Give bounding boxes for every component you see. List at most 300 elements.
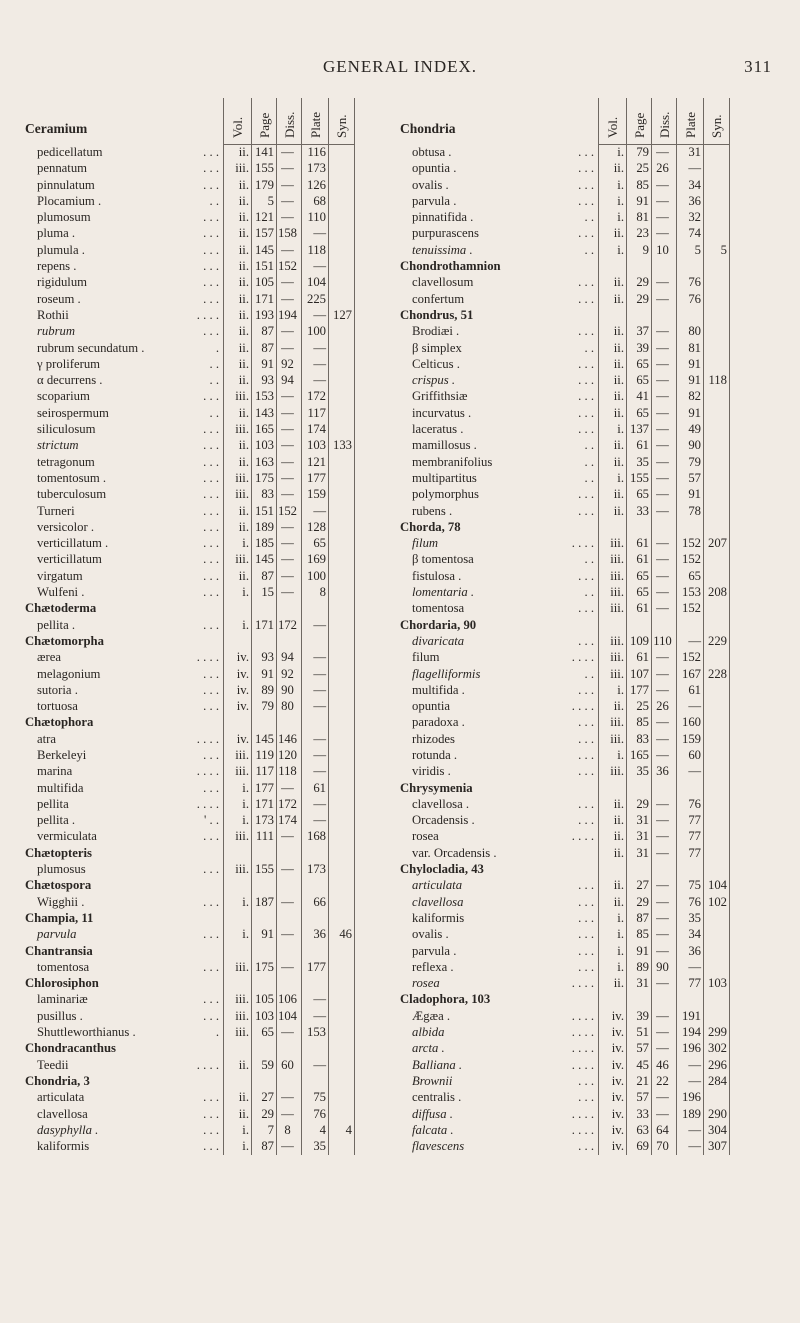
cell-diss: 104: [277, 1008, 298, 1023]
cell-page: 145: [254, 242, 274, 257]
index-entry: [23, 1008, 398, 1024]
genus-heading: [398, 991, 773, 1007]
index-entry: [23, 763, 398, 779]
species-name: arcta .: [412, 1041, 445, 1056]
index-entry: [23, 258, 398, 274]
cell-diss: —: [656, 552, 669, 567]
cell-page: 35: [636, 454, 649, 469]
cell-plate: 61: [688, 682, 701, 697]
cell-vol: iii.: [235, 764, 249, 779]
cell-plate: 116: [307, 145, 326, 159]
species-name: multipartitus: [412, 470, 477, 485]
species-name: pluma .: [37, 226, 76, 241]
cell-plate: 191: [681, 1008, 701, 1023]
cell-vol: iv.: [236, 699, 249, 714]
cell-diss: 152: [277, 503, 298, 518]
cell-vol: ii.: [613, 291, 624, 306]
species-name: clavellosa: [412, 894, 464, 909]
index-entry: [23, 356, 398, 372]
cell-vol: ii.: [238, 177, 249, 192]
column-header-plate: [301, 98, 328, 144]
leader-dots: . . .: [203, 177, 219, 192]
cell-diss: 10: [656, 242, 669, 257]
cell-diss: —: [656, 389, 669, 404]
cell-plate: 36: [688, 943, 701, 958]
cell-page: 155: [254, 862, 274, 877]
cell-plate: 77: [688, 976, 701, 991]
species-name: Berkeleyi: [37, 747, 87, 762]
leader-dots: . . .: [203, 682, 219, 697]
leader-dots: . . . .: [571, 536, 594, 551]
cell-vol: ii.: [238, 356, 249, 371]
column-header-label: Syn.: [334, 114, 349, 138]
leader-dots: . . .: [203, 959, 219, 974]
species-name: Chlorosiphon: [25, 976, 99, 991]
column-header-label: Syn.: [709, 114, 724, 138]
cell-diss: —: [656, 470, 669, 485]
cell-page: 145: [254, 552, 274, 567]
leader-dots: . . . .: [571, 699, 594, 714]
cell-vol: ii.: [613, 878, 624, 893]
cell-page: 51: [636, 1025, 649, 1040]
leader-dots: . . .: [203, 438, 219, 453]
index-entry: [398, 209, 773, 225]
cell-page: 87: [261, 1139, 274, 1154]
cell-diss: —: [281, 389, 294, 404]
cell-diss: 92: [281, 356, 294, 371]
leader-dots: . . .: [578, 927, 594, 942]
index-entry: [398, 926, 773, 942]
cell-page: 89: [636, 959, 649, 974]
cell-plate: 35: [688, 910, 701, 925]
genus-header: Ceramium: [25, 121, 88, 136]
cell-page: 23: [636, 226, 649, 241]
cell-page: 179: [254, 177, 274, 192]
index-entry: [23, 894, 398, 910]
cell-page: 103: [254, 1008, 274, 1023]
cell-vol: ii.: [238, 1057, 249, 1072]
cell-plate: 159: [306, 487, 326, 502]
index-entry: [23, 747, 398, 763]
cell-page: 91: [261, 356, 274, 371]
cell-syn: 304: [707, 1122, 727, 1137]
cell-page: 29: [261, 1106, 274, 1121]
cell-vol: iii.: [235, 389, 249, 404]
species-name: multifida .: [412, 682, 465, 697]
index-entry: [23, 991, 398, 1007]
cell-diss: —: [656, 324, 669, 339]
cell-diss: 80: [281, 699, 294, 714]
species-name: ovalis .: [412, 177, 449, 192]
cell-diss: —: [656, 666, 669, 681]
index-entry: [398, 747, 773, 763]
cell-page: 85: [636, 715, 649, 730]
leader-dots: . .: [584, 585, 594, 600]
species-name: purpurascens: [412, 226, 479, 241]
leader-dots: . . .: [203, 1106, 219, 1121]
cell-vol: ii.: [613, 405, 624, 420]
cell-page: 83: [261, 487, 274, 502]
leader-dots: . .: [209, 373, 219, 388]
cell-vol: iv.: [611, 1025, 624, 1040]
cell-plate: —: [313, 340, 326, 355]
cell-plate: 128: [306, 519, 326, 534]
cell-page: 91: [261, 666, 274, 681]
species-name: kaliformis: [412, 910, 465, 925]
column-header-label: Plate: [682, 112, 698, 138]
index-entry: [23, 617, 398, 633]
species-name: divaricata: [412, 633, 465, 648]
index-rows: [398, 144, 773, 1154]
cell-diss: —: [281, 177, 294, 192]
leader-dots: . .: [584, 242, 594, 257]
column-header-label: Diss.: [656, 111, 672, 138]
cell-vol: ii.: [238, 405, 249, 420]
genus-heading: [398, 780, 773, 796]
cell-vol: ii.: [238, 145, 249, 159]
index-entry: [398, 1089, 773, 1105]
species-name: pedicellatum: [37, 145, 103, 159]
leader-dots: . . .: [203, 617, 219, 632]
cell-vol: i.: [617, 177, 624, 192]
index-entry: [398, 1024, 773, 1040]
index-entry: [398, 1106, 773, 1122]
species-name: β simplex: [412, 340, 462, 355]
cell-diss: 90: [281, 682, 294, 697]
cell-vol: iii.: [610, 536, 624, 551]
index-entry: [23, 486, 398, 502]
cell-page: 7: [267, 1122, 274, 1137]
cell-page: 175: [254, 959, 274, 974]
cell-vol: ii.: [238, 242, 249, 257]
cell-vol: iv.: [611, 1057, 624, 1072]
cell-diss: —: [656, 405, 669, 420]
genus-heading: [23, 600, 398, 616]
index-entry: [398, 1057, 773, 1073]
cell-diss: 120: [277, 747, 298, 762]
species-name: Chrysymenia: [400, 780, 473, 795]
leader-dots: . . .: [578, 373, 594, 388]
leader-dots: . . . .: [571, 1025, 594, 1040]
cell-page: 91: [636, 193, 649, 208]
genus-header: Chondria: [400, 121, 456, 136]
cell-vol: ii.: [238, 226, 249, 241]
cell-page: 65: [636, 568, 649, 583]
index-entry: [398, 356, 773, 372]
index-entry: [23, 307, 398, 323]
species-name: Rothii: [37, 307, 69, 322]
leader-dots: . . .: [203, 291, 219, 306]
leader-dots: . . .: [203, 422, 219, 437]
index-entry: [398, 551, 773, 567]
species-name: Chordaria, 90: [400, 617, 477, 632]
leader-dots: . . .: [203, 519, 219, 534]
column-header-label: Vol.: [230, 116, 245, 138]
cell-page: 79: [261, 699, 274, 714]
cell-page: 85: [636, 177, 649, 192]
species-name: rubens .: [412, 503, 453, 518]
index-entry: [23, 405, 398, 421]
cell-diss: —: [656, 373, 669, 388]
cell-syn: 290: [707, 1106, 727, 1121]
cell-plate: 91: [688, 405, 701, 420]
cell-page: 57: [636, 1090, 649, 1105]
index-entry: [23, 796, 398, 812]
index-entry: [398, 682, 773, 698]
index-entry: [23, 340, 398, 356]
cell-syn: 208: [707, 585, 727, 600]
cell-vol: ii.: [613, 226, 624, 241]
cell-plate: 57: [688, 470, 701, 485]
index-entry: [398, 633, 773, 649]
cell-vol: ii.: [238, 503, 249, 518]
index-entry: [398, 291, 773, 307]
cell-plate: —: [313, 356, 326, 371]
leader-dots: . . .: [578, 878, 594, 893]
species-name: articulata: [37, 1090, 85, 1105]
index-entry: [23, 682, 398, 698]
index-entry: [398, 568, 773, 584]
cell-diss: 152: [277, 259, 298, 274]
species-name: Brownii: [412, 1073, 453, 1088]
column-header-label: Plate: [307, 112, 323, 138]
cell-diss: 46: [656, 1057, 669, 1072]
cell-plate: 76: [688, 796, 701, 811]
genus-heading: [23, 975, 398, 991]
cell-diss: —: [656, 1025, 669, 1040]
species-name: β tomentosa: [412, 552, 474, 567]
cell-diss: —: [656, 210, 669, 225]
leader-dots: . . .: [203, 470, 219, 485]
cell-plate: 8: [319, 585, 326, 600]
cell-vol: ii.: [238, 193, 249, 208]
species-name: lomentaria .: [412, 585, 475, 600]
cell-plate: 76: [688, 894, 701, 909]
cell-plate: 169: [306, 552, 326, 567]
leader-dots: . . . .: [196, 731, 219, 746]
species-name: Chætopteris: [25, 845, 92, 860]
cell-vol: i.: [617, 747, 624, 762]
index-entry: [23, 1089, 398, 1105]
cell-page: 69: [636, 1139, 649, 1154]
cell-plate: 168: [306, 829, 326, 844]
cell-syn: 102: [707, 894, 727, 909]
leader-dots: . . .: [203, 829, 219, 844]
cell-diss: —: [281, 275, 294, 290]
species-name: marina: [37, 764, 73, 779]
species-name: Shuttleworthianus .: [37, 1025, 136, 1040]
cell-diss: —: [281, 780, 294, 795]
species-name: Chætoderma: [25, 601, 97, 616]
species-name: rubrum: [37, 324, 76, 339]
genus-heading: [23, 845, 398, 861]
cell-plate: 68: [313, 193, 326, 208]
index-entry: [23, 503, 398, 519]
leader-dots: . .: [584, 666, 594, 681]
cell-page: 61: [636, 650, 649, 665]
cell-vol: i.: [617, 910, 624, 925]
index-entry: [23, 926, 398, 942]
species-name: filum: [412, 536, 439, 551]
leader-dots: . .: [584, 552, 594, 567]
species-name: tortuosa: [37, 699, 78, 714]
index-entry: [398, 698, 773, 714]
cell-diss: —: [656, 487, 669, 502]
species-name: Chorda, 78: [400, 519, 461, 534]
cell-plate: 77: [688, 813, 701, 828]
cell-diss: 26: [656, 699, 669, 714]
index-entry: [23, 242, 398, 258]
cell-plate: —: [688, 959, 701, 974]
index-entry: [23, 535, 398, 551]
genus-heading: [23, 943, 398, 959]
species-name: paradoxa .: [412, 715, 465, 730]
species-name: tomentosum .: [37, 470, 107, 485]
cell-vol: ii.: [238, 438, 249, 453]
cell-plate: 77: [688, 829, 701, 844]
leader-dots: . . .: [203, 145, 219, 159]
cell-vol: iv.: [611, 1008, 624, 1023]
genus-heading: [23, 714, 398, 730]
index-entry: [23, 274, 398, 290]
leader-dots: . . .: [578, 943, 594, 958]
cell-vol: ii.: [613, 275, 624, 290]
species-name: Champia, 11: [25, 910, 94, 925]
species-name: melagonium: [37, 666, 101, 681]
cell-syn: 104: [707, 878, 727, 893]
species-name: clavellosa: [37, 1106, 88, 1121]
cell-vol: iv.: [236, 731, 249, 746]
cell-diss: —: [281, 1090, 294, 1105]
cell-diss: —: [281, 1106, 294, 1121]
column-header-vol: [223, 98, 251, 144]
index-entry: [23, 1024, 398, 1040]
species-name: parvula: [37, 927, 77, 942]
cell-page: 117: [255, 764, 274, 779]
leader-dots: . .: [584, 340, 594, 355]
column-header-syn: [703, 98, 729, 144]
leader-dots: . .: [584, 438, 594, 453]
cell-vol: ii.: [238, 1106, 249, 1121]
cell-page: 27: [636, 878, 649, 893]
cell-diss: —: [281, 193, 294, 208]
cell-vol: ii.: [613, 161, 624, 176]
cell-diss: 110: [653, 633, 672, 648]
index-entry: [398, 437, 773, 453]
cell-vol: iv.: [611, 1073, 624, 1088]
cell-page: 61: [636, 552, 649, 567]
column-header-syn: [328, 98, 354, 144]
species-name: roseum .: [37, 291, 81, 306]
cell-plate: 76: [688, 291, 701, 306]
cell-vol: ii.: [238, 340, 249, 355]
index-entry: [398, 421, 773, 437]
cell-page: 87: [636, 910, 649, 925]
cell-page: 83: [636, 731, 649, 746]
species-name: tetragonum: [37, 454, 95, 469]
index-entry: [398, 877, 773, 893]
cell-vol: ii.: [238, 373, 249, 388]
cell-vol: ii.: [238, 275, 249, 290]
leader-dots: .: [215, 1025, 219, 1040]
index-entry: [23, 291, 398, 307]
cell-diss: —: [656, 291, 669, 306]
leader-dots: . . .: [203, 699, 219, 714]
index-entry: [398, 828, 773, 844]
cell-vol: ii.: [613, 813, 624, 828]
cell-plate: 82: [688, 389, 701, 404]
leader-dots: . .: [209, 356, 219, 371]
index-entry: [23, 584, 398, 600]
cell-vol: ii.: [613, 829, 624, 844]
index-entry: [23, 372, 398, 388]
cell-vol: ii.: [613, 503, 624, 518]
cell-vol: ii.: [613, 324, 624, 339]
leader-dots: . . .: [578, 894, 594, 909]
leader-dots: . . .: [578, 682, 594, 697]
species-name: Chætomorpha: [25, 633, 104, 648]
cell-diss: —: [656, 356, 669, 371]
running-title: GENERAL INDEX.: [322, 57, 478, 76]
cell-vol: iii.: [610, 764, 624, 779]
species-name: Balliana .: [412, 1057, 463, 1072]
species-name: pellita: [37, 796, 69, 811]
species-name: var. Orcadensis .: [412, 845, 497, 860]
cell-vol: iii.: [610, 585, 624, 600]
cell-diss: —: [281, 536, 294, 551]
index-entry: [23, 959, 398, 975]
cell-plate: —: [313, 682, 326, 697]
cell-page: 33: [636, 1106, 649, 1121]
cell-diss: 172: [277, 617, 298, 632]
cell-page: 65: [636, 373, 649, 388]
cell-vol: iv.: [236, 666, 249, 681]
cell-vol: i.: [617, 193, 624, 208]
cell-diss: —: [281, 340, 294, 355]
genus-heading: [23, 633, 398, 649]
cell-plate: 100: [306, 324, 326, 339]
cell-diss: —: [281, 422, 294, 437]
genus-heading: [23, 1073, 398, 1089]
species-name: pusillus .: [37, 1008, 83, 1023]
cell-plate: 118: [307, 242, 326, 257]
column-header-label: Diss.: [281, 111, 297, 138]
cell-diss: —: [656, 813, 669, 828]
cell-vol: ii.: [613, 438, 624, 453]
cell-diss: —: [281, 438, 294, 453]
species-name: verticillatum: [37, 552, 102, 567]
cell-vol: i.: [617, 145, 624, 159]
species-name: rigidulum: [37, 275, 88, 290]
species-name: opuntia .: [412, 161, 457, 176]
cell-plate: 121: [306, 454, 326, 469]
index-entry: [398, 812, 773, 828]
cell-diss: —: [281, 1139, 294, 1154]
cell-diss: —: [656, 796, 669, 811]
cell-plate: 173: [306, 862, 326, 877]
leader-dots: . . . .: [571, 1008, 594, 1023]
cell-plate: 60: [688, 747, 701, 762]
cell-diss: —: [656, 536, 669, 551]
species-name: Chætophora: [25, 715, 94, 730]
species-name: parvula .: [412, 943, 457, 958]
species-name: Chylocladia, 43: [400, 862, 484, 877]
leader-dots: . . .: [203, 747, 219, 762]
species-name: Chondrothamnion: [400, 259, 501, 274]
cell-syn: 302: [707, 1041, 727, 1056]
cell-vol: i.: [242, 894, 249, 909]
leader-dots: . . .: [203, 1122, 219, 1137]
